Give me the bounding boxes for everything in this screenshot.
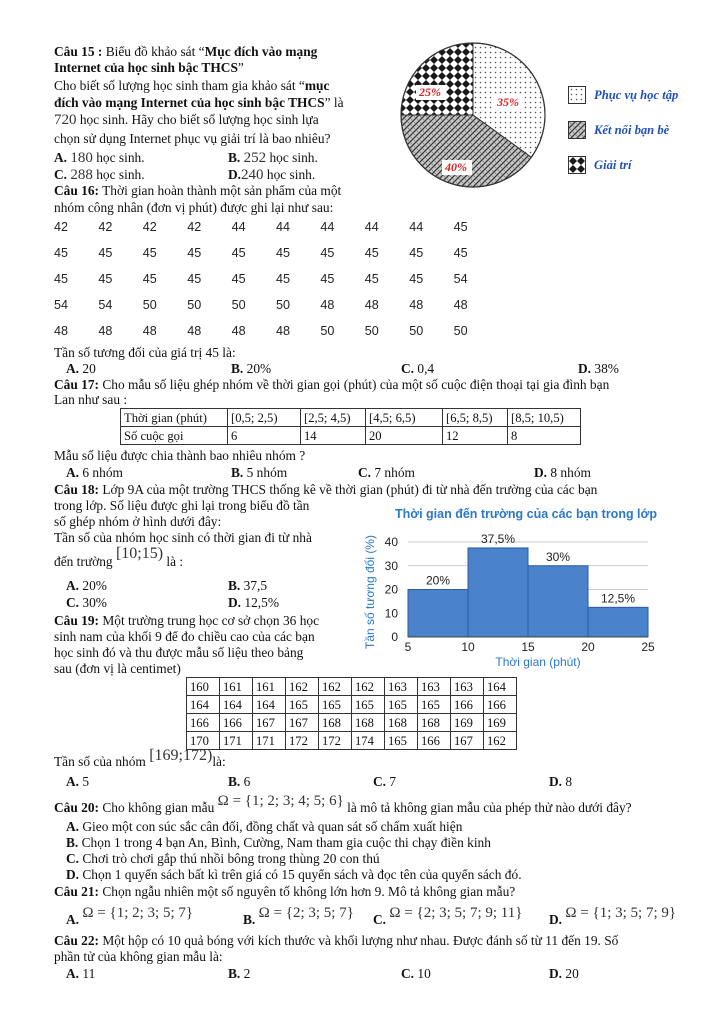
q16-data-value: 50 [187, 298, 202, 312]
q19-table-cell: 162 [484, 732, 517, 750]
q19-table-cell: 170 [187, 732, 220, 750]
q19-table-cell: 164 [220, 696, 253, 714]
q19-text-line3: học sinh đó và thu được mẫu số liệu theo bảng [54, 645, 304, 660]
chart-x-label: Thời gian (phút) [495, 655, 581, 669]
q17-header-cell: Thời gian (phút) [121, 409, 228, 427]
q15-text-line3: 720 học sinh. Hãy cho biết số lượng học sinh lựa [54, 112, 319, 128]
q17-table [120, 408, 581, 445]
q20-option-d[interactable]: D. Chọn 1 quyển sách bất kì trên giá có 15 quyển sách và đọc tên của quyển sách đó. [66, 867, 522, 882]
q19-table-cell: 171 [220, 732, 253, 750]
q19-option-b[interactable]: B. 6 [228, 774, 251, 789]
q16-data-value: 45 [409, 246, 424, 260]
q22-option-c[interactable]: C. 10 [401, 966, 431, 981]
q16-data-value: 48 [98, 324, 113, 338]
q16-data-value: 50 [453, 324, 468, 338]
y-tick-label: 10 [384, 606, 398, 621]
q16-data-value: 45 [54, 272, 69, 286]
histogram-bar [408, 590, 468, 638]
q16-data-value: 44 [409, 220, 424, 234]
legend-friends-label: Kết nối bạn bè [594, 123, 670, 137]
q17-option-a[interactable]: A. 6 nhóm [66, 465, 123, 480]
q19-text-line1: Câu 19: Một trường trung học cơ sở chọn 36 học [54, 613, 320, 628]
q19-table-cell: 174 [352, 732, 385, 750]
q17-text-line1: Câu 17: Cho mẫu số liệu ghép nhóm về thời gian gọi (phút) của một số cuộc điện thoại tại gia đình bạn [54, 377, 610, 392]
q15-text-line4: chọn sử dụng Internet phục vụ giải trí là bao nhiêu? [54, 131, 331, 146]
pie-slice-label: 35% [497, 95, 519, 109]
q18-option-a[interactable]: A. 20% [66, 578, 107, 593]
q16-data-value: 50 [364, 324, 379, 338]
bar-value-label: 30% [545, 549, 571, 564]
q19-table-cell: 165 [352, 696, 385, 714]
q19-option-c[interactable]: C. 7 [373, 774, 397, 789]
q17-table-row: Số cuộc gọi 6 14 20 12 8 [121, 427, 581, 445]
q15-option-d[interactable]: D.240 học sinh. [228, 167, 316, 183]
q16-data-value: 48 [276, 324, 291, 338]
q22-option-a[interactable]: A. 11 [66, 966, 96, 981]
q16-data-value: 45 [453, 220, 468, 234]
x-tick-label: 5 [404, 640, 412, 654]
legend-entertain-label: Giải trí [594, 158, 632, 172]
q19-table-cell: 162 [352, 678, 385, 696]
q15-text-line2: đích vào mạng Internet của học sinh bậc THCS” là [54, 95, 344, 110]
q16-data-value: 48 [453, 298, 468, 312]
q20-text: Câu 20: Cho không gian mẫu Ω = {1; 2; 3; 4; 5; 6} là mô tả không gian mẫu của phép thử nào dưới đây? [54, 793, 632, 815]
q16-data-value: 54 [54, 298, 69, 312]
q19-table-row [187, 714, 517, 732]
q16-data-value: 45 [231, 246, 246, 260]
q21-text: Câu 21: Chọn ngẫu nhiên một số nguyên tố không lớn hơn 9. Mô tả không gian mẫu? [54, 884, 516, 899]
histogram-chart [358, 500, 674, 672]
q19-table-row [187, 696, 517, 714]
q16-data-value: 42 [98, 220, 113, 234]
q19-table [186, 677, 517, 750]
q16-data-value: 45 [320, 272, 335, 286]
q19-table-cell: 166 [451, 696, 484, 714]
q15-title-line1: Câu 15 : Biểu đồ khảo sát “Mục đích vào mạng [54, 44, 318, 59]
q16-data-value: 45 [142, 246, 157, 260]
q16-data-value: 50 [276, 298, 291, 312]
q15-option-c[interactable]: C. 288 học sinh. [54, 167, 145, 183]
q16-data-value: 45 [98, 246, 113, 260]
q16-data-value: 45 [54, 246, 69, 260]
q16-data-value: 45 [187, 246, 202, 260]
q16-data-value: 44 [364, 220, 379, 234]
q19-table-cell: 168 [319, 714, 352, 732]
histogram-bar [528, 566, 588, 637]
q19-table-cell: 165 [319, 696, 352, 714]
q16-data-value: 50 [320, 324, 335, 338]
q19-table-cell: 164 [187, 696, 220, 714]
q20-option-b[interactable]: B. Chọn 1 trong 4 bạn An, Bình, Cường, Nam tham gia cuộc thi chạy điền kinh [66, 835, 491, 850]
q16-data-value: 48 [187, 324, 202, 338]
q16-data-value: 45 [276, 246, 291, 260]
x-tick-label: 15 [521, 640, 535, 654]
q19-table-cell: 167 [253, 714, 286, 732]
q19-table-row [187, 732, 517, 750]
q18-text-line5: đến trường [10;15) là : [54, 545, 184, 569]
pie-chart [398, 40, 548, 190]
q19-table-cell: 167 [286, 714, 319, 732]
q16-data-value: 42 [187, 220, 202, 234]
q16-data-value: 50 [231, 298, 246, 312]
q21-option-b[interactable]: B. Ω = {2; 3; 5; 7} [243, 905, 354, 927]
q19-table-cell: 163 [385, 678, 418, 696]
q17-table-row: Thời gian (phút) [0,5; 2,5) [2,5; 4,5) [4,5; 6,5) [6,5; 8,5) [8,5; 10,5) [121, 409, 581, 427]
x-tick-label: 25 [641, 640, 655, 654]
q19-table-cell: 171 [253, 732, 286, 750]
q19-table-cell: 166 [418, 732, 451, 750]
q19-table-row [187, 678, 517, 696]
q16-data-value: 45 [187, 272, 202, 286]
q17-text-line2: Lan như sau : [54, 392, 128, 407]
q16-data-value: 45 [276, 272, 291, 286]
q20-option-c[interactable]: C. Chơi trò chơi gắp thú nhồi bông trong thùng 20 con thú [66, 851, 380, 866]
q16-data-value: 45 [364, 272, 379, 286]
q16-data-value: 44 [276, 220, 291, 234]
q19-table-cell: 169 [484, 714, 517, 732]
q16-question: Tần số tương đối của giá trị 45 là: [54, 345, 236, 360]
q19-table-cell: 166 [187, 714, 220, 732]
q16-text-line1: Câu 16: Thời gian hoàn thành một sản phẩm của một [54, 183, 342, 198]
bar-value-label: 37,5% [480, 531, 516, 546]
q15-label: Câu 15 : [54, 44, 103, 59]
y-tick-label: 0 [391, 630, 398, 644]
q19-table-cell: 166 [220, 714, 253, 732]
q18-text-line3: số ghép nhóm ở hình dưới đây: [54, 514, 222, 529]
q19-table-cell: 172 [319, 732, 352, 750]
q15-option-b[interactable]: B. 252 học sinh. [228, 150, 318, 166]
q19-table-cell: 172 [286, 732, 319, 750]
q16-option-b[interactable]: B. 20% [231, 361, 272, 376]
q21-option-c[interactable]: C. Ω = {2; 3; 5; 7; 9; 11} [373, 905, 523, 927]
q16-option-a[interactable]: A. 20 [66, 361, 96, 376]
q18-text-line1: Câu 18: Lớp 9A của một trường THCS thống kê về thời gian (phút) đi từ nhà đến trường của các bạn [54, 482, 598, 497]
q22-text-line2: phần tử của không gian mẫu là: [54, 949, 223, 964]
q17-option-b[interactable]: B. 5 nhóm [231, 465, 288, 480]
pie-slice-label: 25% [419, 85, 441, 99]
q19-text-line4: sau (đơn vị là centimet) [54, 661, 181, 676]
q18-text-line2: trong lớp. Số liệu được ghi lại trong biểu đồ tần [54, 498, 310, 513]
legend-swatch-entertain [568, 156, 586, 174]
q16-data-value: 45 [409, 272, 424, 286]
q16-text-line2: nhóm công nhân (đơn vị phút) được ghi lại như sau: [54, 200, 334, 215]
q15-title-line2: Internet của học sinh bậc THCS” [54, 60, 244, 75]
q16-data-value: 45 [98, 272, 113, 286]
q16-data-value: 45 [320, 246, 335, 260]
q19-question: Tần số của nhóm [169;172)là: [54, 747, 226, 769]
q16-data-value: 48 [54, 324, 69, 338]
q16-data-value: 48 [320, 298, 335, 312]
q19-table-cell: 168 [385, 714, 418, 732]
q16-data-value: 45 [142, 272, 157, 286]
bar-value-label: 20% [425, 573, 451, 588]
y-tick-label: 20 [384, 582, 398, 597]
legend-study-label: Phục vụ học tập [594, 88, 679, 102]
q19-table-cell: 162 [319, 678, 352, 696]
q19-table-cell: 165 [286, 696, 319, 714]
pie-slice-label: 40% [445, 160, 467, 174]
y-tick-label: 40 [384, 535, 398, 549]
q19-table-cell: 164 [484, 678, 517, 696]
q18-option-b[interactable]: B. 37,5 [228, 578, 268, 593]
q16-data-value: 54 [453, 272, 468, 286]
q19-table-cell: 163 [418, 678, 451, 696]
q18-text-line4: Tần số của nhóm học sinh có thời gian đi từ nhà [54, 530, 312, 545]
histogram-bar [468, 548, 528, 637]
q19-table-cell: 168 [352, 714, 385, 732]
q15-option-a[interactable]: A. 180 học sinh. [54, 150, 145, 166]
q17-option-d[interactable]: D. 8 nhóm [534, 465, 591, 480]
q16-data-value: 54 [98, 298, 113, 312]
q16-data-value: 48 [142, 324, 157, 338]
q16-data-value: 44 [231, 220, 246, 234]
q16-data-value: 42 [142, 220, 157, 234]
q19-text-line2: sinh nam của khối 9 để đo chiều cao của các bạn [54, 629, 315, 644]
q19-table-cell: 163 [451, 678, 484, 696]
x-tick-label: 10 [461, 640, 475, 654]
q16-data-value: 45 [453, 246, 468, 260]
q19-table-cell: 161 [220, 678, 253, 696]
q19-table-cell: 161 [253, 678, 286, 696]
q21-option-a[interactable]: A. Ω = {1; 2; 3; 5; 7} [66, 905, 194, 927]
q19-table-cell: 165 [418, 696, 451, 714]
q16-data-value: 48 [364, 298, 379, 312]
q16-data-value: 48 [409, 298, 424, 312]
q17-question: Mẫu số liệu được chia thành bao nhiêu nhóm ? [54, 448, 306, 463]
q16-data-value: 44 [320, 220, 335, 234]
chart-y-label: Tần số tương đối (%) [363, 535, 377, 649]
pie-slice [401, 43, 473, 115]
legend-swatch-friends [568, 121, 586, 139]
q18-option-d[interactable]: D. 12,5% [228, 595, 279, 610]
q16-data-grid [54, 220, 474, 340]
q19-table-cell: 165 [385, 696, 418, 714]
q16-data-value: 50 [409, 324, 424, 338]
q19-table-cell: 164 [253, 696, 286, 714]
q17-option-c[interactable]: C. 7 nhóm [358, 465, 415, 480]
legend-swatch-study [568, 86, 586, 104]
q16-data-value: 50 [142, 298, 157, 312]
q22-option-d[interactable]: D. 20 [549, 966, 579, 981]
x-tick-label: 20 [581, 640, 595, 654]
q15-text-line1: Cho biết số lượng học sinh tham gia khảo sát “mục [54, 78, 330, 93]
q16-option-d[interactable]: D. 38% [578, 361, 619, 376]
q21-option-d[interactable]: D. Ω = {1; 3; 5; 7; 9} [549, 905, 677, 927]
q19-option-a[interactable]: A. 5 [66, 774, 90, 789]
q16-option-c[interactable]: C. 0,4 [401, 361, 435, 376]
y-tick-label: 30 [384, 558, 398, 573]
q19-table-cell: 169 [451, 714, 484, 732]
q16-data-value: 48 [231, 324, 246, 338]
q19-table-cell: 167 [451, 732, 484, 750]
q19-table-cell: 166 [484, 696, 517, 714]
histogram-bar [588, 607, 648, 637]
q22-option-b[interactable]: B. 2 [228, 966, 251, 981]
q16-data-value: 42 [54, 220, 69, 234]
q22-text-line1: Câu 22: Một hộp có 10 quả bóng với kích thước và khối lượng như nhau. Được đánh số từ 11 đến 19. Số [54, 933, 619, 948]
q16-data-value: 45 [364, 246, 379, 260]
bar-value-label: 12,5% [600, 591, 636, 606]
q19-table-cell: 160 [187, 678, 220, 696]
q19-table-cell: 162 [286, 678, 319, 696]
q19-table-cell: 165 [385, 732, 418, 750]
chart-title: Thời gian đến trường của các bạn trong lớp [394, 507, 658, 521]
q18-option-c[interactable]: C. 30% [66, 595, 107, 610]
q20-option-a[interactable]: A. Gieo một con súc sắc cân đối, đồng chất và quan sát số chấm xuất hiện [66, 819, 463, 834]
q19-table-cell: 168 [418, 714, 451, 732]
q16-data-value: 45 [231, 272, 246, 286]
q19-option-d[interactable]: D. 8 [549, 774, 573, 789]
